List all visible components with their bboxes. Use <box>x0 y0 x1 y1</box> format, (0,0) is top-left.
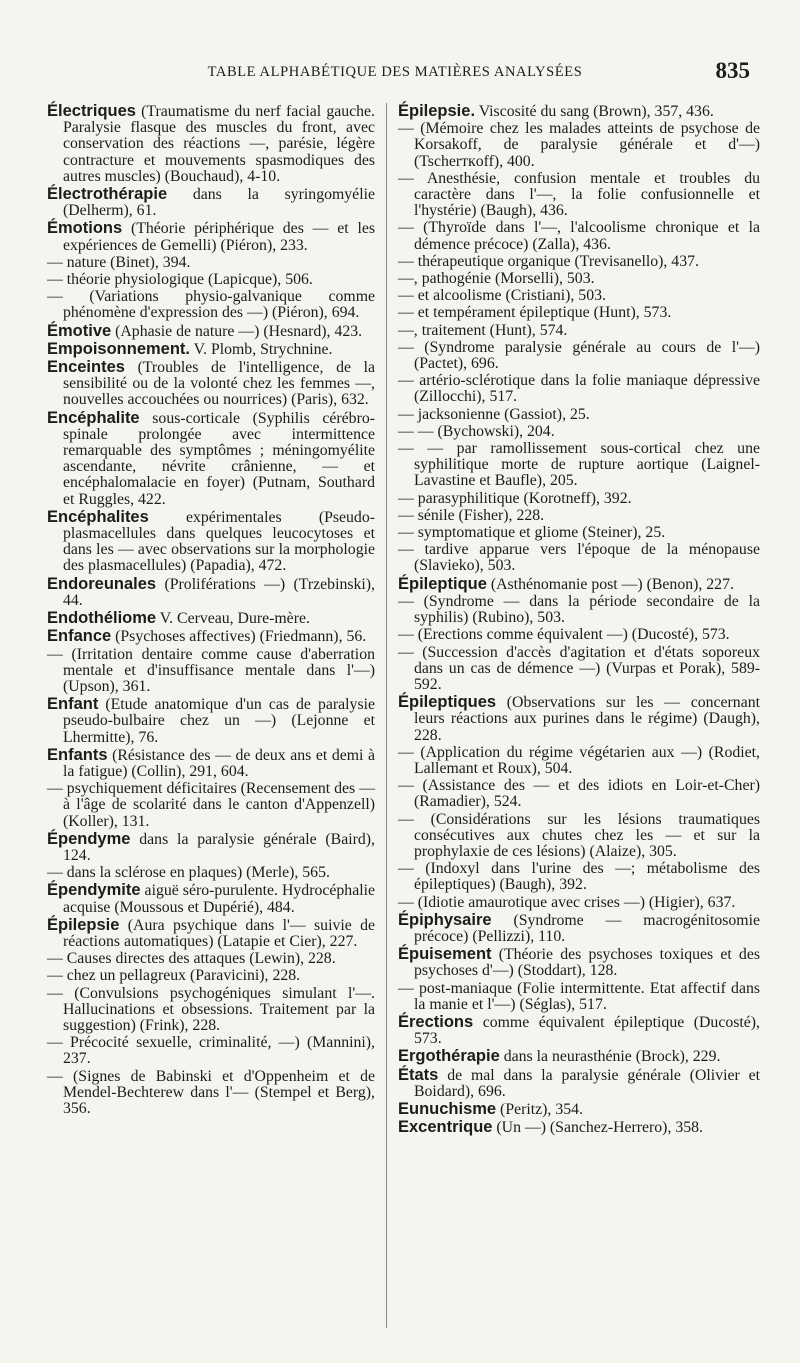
entry-text: — jacksonienne (Gassiot), 25. <box>398 405 590 423</box>
entry-text: (Résistance des — de deux ans et demi à la fatigue) (Collin), 291, 604. <box>63 746 375 780</box>
index-entry <box>47 951 375 967</box>
entry-text: — (Indoxyl dans l'urine des —; métabolisme des épileptiques) (Baugh), 392. <box>398 860 760 894</box>
entry-text: — nature (Binet), 394. <box>47 253 191 271</box>
index-entry <box>47 220 375 253</box>
entry-text: dans la neurasthénie (Brock), 229. <box>499 1048 721 1066</box>
index-entry <box>398 946 760 979</box>
entry-text: (Asthénomanie post —) (Benon), 227. <box>486 575 734 593</box>
entry-headword: Épiphysaire <box>398 910 492 929</box>
entry-headword: Électrothérapie <box>47 185 168 204</box>
entry-text: (Peritz), 354. <box>496 1100 583 1118</box>
entry-headword: Électriques <box>47 102 136 120</box>
entry-text: (Traumatisme du nerf facial gauche. Paralysie flasque des muscles du front, avec conservation des réactions —, parésie, légère contracture et mouvements spasmodiques des autres muscles) (Bouchaud), 4-10. <box>63 103 375 185</box>
entry-text: —, pathogénie (Morselli), 503. <box>398 270 595 288</box>
left-column <box>47 103 375 1118</box>
index-entry <box>398 373 760 405</box>
entry-text: (Théorie des psychoses toxiques et des psychoses d'—) (Stoddart), 128. <box>414 946 760 980</box>
entry-text: — (Assistance des — et des idiots en Loir-et-Cher) (Ramadier), 524. <box>398 777 760 811</box>
entry-headword: Enfants <box>47 745 108 764</box>
running-title: TABLE ALPHABÉTIQUE DES MATIÈRES ANALYSÉES <box>207 64 583 80</box>
entry-text: — (Signes de Babinski et d'Oppenheim et de Mendel-Bechterew dans l'— (Stempel et Berg), 356. <box>47 1067 375 1117</box>
index-entry <box>398 288 760 304</box>
entry-text: — Anesthésie, confusion mentale et troubles du caractère dans l'—, la folie confusionnelle et l'hystérie) (Baugh), 436. <box>398 169 760 220</box>
entry-text: — (Considérations sur les lésions traumatiques consécutives aux chutes chez les — et sur la prophylaxie de ces lésions) (Alaize), 305. <box>398 810 760 860</box>
index-entry <box>47 323 375 340</box>
index-entry <box>47 831 375 864</box>
entry-text: — parasyphilitique (Korotneff), 392. <box>398 489 632 507</box>
entry-text: — (Erections comme équivalent —) (Ducosté), 573. <box>398 626 730 644</box>
index-entry <box>398 1067 760 1100</box>
index-entry <box>47 255 375 271</box>
index-entry <box>398 627 760 643</box>
entry-text: — sénile (Fisher), 228. <box>398 506 545 524</box>
index-entry <box>398 323 760 339</box>
entry-headword: Empoisonnement. <box>47 339 191 358</box>
entry-headword: Émotive <box>47 321 112 340</box>
entry-text: (Aura psychique dans l'— suivie de réactions automatiques) (Latapie et Cier), 227. <box>63 916 375 950</box>
index-entry <box>398 594 760 626</box>
entry-text: — psychiquement déficitaires (Recensement des — à l'âge de scolarité dans le canton d'Appenzell) (Koller), 131. <box>47 780 375 830</box>
index-entry <box>398 271 760 287</box>
entry-text: — artério-sclérotique dans la folie maniaque dépressive (Zillocchi), 517. <box>398 372 760 406</box>
index-entry <box>47 289 375 321</box>
entry-text: — (Succession d'accès d'agitation et d'états soporeux dans un cas de démence —) (Vurpas et Porak), 589-592. <box>398 643 760 693</box>
entry-text: — (Mémoire chez les malades atteints de psychose de Korsakoff, de paralysie générale et d'—) (Tscherткoff), 400. <box>398 120 760 170</box>
index-entry <box>47 410 375 508</box>
entry-text: — Causes directes des attaques (Lewin), 228. <box>47 950 336 968</box>
page-number: 835 <box>715 58 750 83</box>
entry-text: aiguë séro-purulente. Hydrocéphalie acquise (Moussous et Dupérié), 484. <box>63 882 375 916</box>
index-entry <box>398 1101 760 1118</box>
entry-text: — symptomatique et gliome (Steiner), 25. <box>398 524 666 542</box>
index-entry <box>398 103 760 120</box>
entry-text: (Proliférations —) (Trzebinski), 44. <box>63 575 375 609</box>
index-entry <box>47 103 375 185</box>
index-entry <box>398 861 760 893</box>
entry-text: Viscosité du sang (Brown), 357, 436. <box>475 103 714 120</box>
index-entry <box>47 610 375 627</box>
index-entry <box>47 781 375 830</box>
index-entry <box>398 305 760 321</box>
index-entry <box>398 508 760 524</box>
index-entry <box>47 882 375 915</box>
entry-headword: Épendyme <box>47 829 131 848</box>
entry-text: (Théorie périphérique des — et les expériences de Gemelli) (Piéron), 233. <box>63 220 375 254</box>
entry-headword: Épuisement <box>398 945 492 964</box>
entry-text: — et alcoolisme (Cristiani), 503. <box>398 287 606 305</box>
index-entry <box>47 747 375 780</box>
entry-text: de mal dans la paralysie générale (Olivier et Boidard), 696. <box>414 1066 760 1100</box>
entry-headword: Épileptique <box>398 574 487 593</box>
entry-text: — (Convulsions psychogéniques simulant l'—. Hallucinations et obsessions. Traitement par la suggestion) (Frink), 228. <box>47 984 375 1034</box>
index-entry <box>47 628 375 645</box>
index-entry <box>47 186 375 219</box>
index-entry <box>47 509 375 575</box>
entry-text: V. Plomb, Strychnine. <box>190 340 333 358</box>
entry-text: dans la syringomyélie (Delherm), 61. <box>63 186 375 220</box>
entry-text: — thérapeutique organique (Trevisanello), 437. <box>398 252 699 270</box>
entry-text: (Syndrome — macrogénitosomie précoce) (Pellizzi), 110. <box>414 911 760 945</box>
index-entry <box>47 917 375 950</box>
entry-headword: Épendymite <box>47 881 141 900</box>
entry-headword: États <box>398 1065 439 1084</box>
column-divider <box>386 103 387 1328</box>
entry-headword: Épileptiques <box>398 693 497 712</box>
index-entry <box>47 576 375 609</box>
entry-text: — (Syndrome paralysie générale au cours de l'—) (Pactet), 696. <box>398 338 760 373</box>
entry-text: — (Thyroïde dans l'—, l'alcoolisme chronique et la démence précoce) (Zalla), 436. <box>398 219 760 253</box>
entry-text: — tardive apparue vers l'époque de la ménopause (Slavieko), 503. <box>398 541 760 575</box>
entry-headword: Excentrique <box>398 1118 493 1137</box>
index-entry <box>398 694 760 744</box>
entry-headword: Érections <box>398 1012 474 1031</box>
entry-text: comme équivalent épileptique (Ducosté), 573. <box>414 1013 760 1048</box>
index-entry <box>398 912 760 945</box>
entry-headword: Enceintes <box>47 358 125 377</box>
index-entry <box>398 895 760 911</box>
entry-text: expérimentales (Pseudo-plasmacellules dans quelques leucocytoses et dans les — avec observations sur la morphologie des plasmacellules) (Papadia), 472. <box>63 508 375 575</box>
entry-text: — Précocité sexuelle, criminalité, —) (Mannini), 237. <box>47 1034 375 1068</box>
entry-text: — dans la sclérose en plaques) (Merle), 565. <box>47 864 330 882</box>
entry-text: — (Application du régime végétarien aux —) (Rodiet, Lallemant et Roux), 504. <box>398 743 760 777</box>
entry-text: dans la paralysie générale (Baird), 124. <box>63 830 375 864</box>
entry-text: — théorie physiologique (Lapicque), 506. <box>47 271 313 289</box>
index-entry <box>398 407 760 423</box>
entry-headword: Encéphalites <box>47 507 149 526</box>
index-entry <box>398 576 760 593</box>
entry-headword: Émotions <box>47 219 123 238</box>
index-entry <box>47 968 375 984</box>
entry-headword: Encéphalite <box>47 408 140 427</box>
entry-headword: Endothéliome <box>47 609 157 628</box>
entry-text: — post-maniaque (Folie intermittente. Etat affectif dans la manie et l'—) (Séglas), 517. <box>398 979 760 1013</box>
index-entry <box>398 491 760 507</box>
entry-text: —, traitement (Hunt), 574. <box>398 321 568 339</box>
entry-text: — et tempérament épileptique (Hunt), 573. <box>398 304 672 322</box>
entry-text: — (Syndrome — dans la période secondaire de la syphilis) (Rubino), 503. <box>398 592 760 627</box>
entry-headword: Ergothérapie <box>398 1047 500 1066</box>
entry-text: (Etude anatomique d'un cas de paralysie pseudo-bulbaire chez un —) (Lejonne et Lhermitte), 76. <box>63 696 375 746</box>
index-entry <box>398 424 760 440</box>
index-entry <box>398 220 760 252</box>
index-entry <box>47 1035 375 1067</box>
entry-headword: Épilepsie <box>47 915 120 934</box>
index-entry <box>47 272 375 288</box>
entry-headword: Eunuchisme <box>398 1099 497 1118</box>
index-entry <box>398 1048 760 1065</box>
index-entry <box>398 171 760 220</box>
entry-text: (Observations sur les — concernant leurs réactions aux purines dans le régime) (Daugh), 228. <box>414 694 760 744</box>
entry-text: — (Irritation dentaire comme cause d'aberration mentale et d'insuffisance mentale dans l'—) (Upson), 361. <box>47 645 375 695</box>
entry-text: — (Idiotie amaurotique avec crises —) (Higier), 637. <box>398 893 736 911</box>
right-column <box>398 103 760 1137</box>
entry-text: V. Cerveau, Dure-mère. <box>156 610 310 628</box>
index-entry <box>47 359 375 409</box>
index-entry <box>398 340 760 372</box>
index-entry <box>398 981 760 1013</box>
entry-text: (Un —) (Sanchez-Herrero), 358. <box>492 1119 703 1137</box>
entry-headword: Enfant <box>47 695 99 714</box>
index-entry <box>398 121 760 170</box>
index-entry <box>398 645 760 694</box>
entry-text: — — par ramollissement sous-cortical chez une syphilitique morte de rupture aortique (Laignel-Lavastine et Baufle), 205. <box>398 440 760 490</box>
entry-text: — (Variations physio-galvanique comme phénomène d'expression des —) (Piéron), 694. <box>47 288 375 322</box>
index-entry <box>398 812 760 861</box>
entry-text: — — (Bychowski), 204. <box>398 422 555 440</box>
index-entry <box>47 986 375 1035</box>
index-entry <box>47 1069 375 1118</box>
entry-headword: Épilepsie. <box>398 102 476 120</box>
index-entry <box>398 254 760 270</box>
index-entry <box>398 542 760 574</box>
entry-text: (Psychoses affectives) (Friedmann), 56. <box>111 628 367 646</box>
index-entry <box>398 778 760 810</box>
entry-text: — chez un pellagreux (Paravicini), 228. <box>47 967 301 985</box>
index-entry <box>47 865 375 881</box>
index-entry <box>398 525 760 541</box>
entry-headword: Endoreunales <box>47 574 157 593</box>
index-entry <box>47 341 375 358</box>
index-entry <box>398 1119 760 1136</box>
index-entry <box>47 696 375 746</box>
entry-text: (Aphasie de nature —) (Hesnard), 423. <box>111 322 363 340</box>
running-head <box>40 58 750 83</box>
entry-headword: Enfance <box>47 627 112 646</box>
index-entry <box>398 441 760 490</box>
index-entry <box>398 745 760 777</box>
index-entry <box>47 647 375 696</box>
entry-text: (Troubles de l'intelligence, de la sensibilité ou de la volonté chez les femmes —, nouvelles accouchées ou nourrices) (Paris), 632. <box>63 359 375 409</box>
index-entry <box>398 1014 760 1047</box>
entry-text: sous-corticale (Syphilis cérébro-spinale prolongée avec intermittence remarquable des symptômes ; méningomyélite ascendante, névrite crânienne, — et encéphalomalacie en foyer) (Putnam, Southard et Ruggles, 422. <box>63 409 375 508</box>
